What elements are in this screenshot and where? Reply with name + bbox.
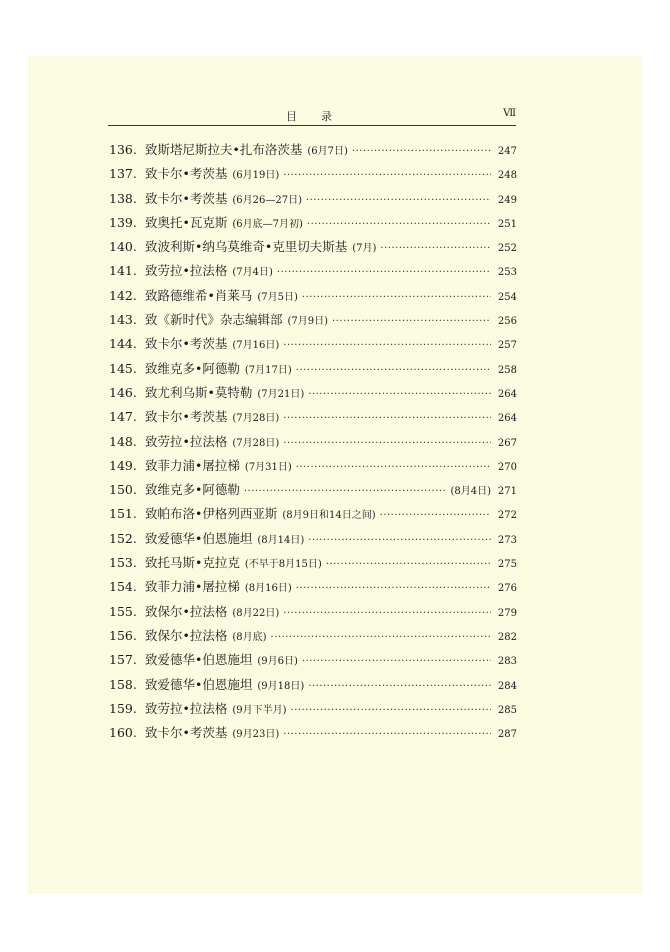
dot-leader <box>307 219 491 230</box>
entry-recipient: 致保尔•拉法格 <box>145 603 228 619</box>
toc-entry[interactable] <box>109 407 517 431</box>
toc-entry[interactable] <box>109 553 517 577</box>
toc-entry[interactable] <box>109 164 517 188</box>
entry-page-number: 275 <box>497 559 517 571</box>
entry-recipient: 致维克多•阿德勒 <box>145 482 240 498</box>
entry-page-number: 283 <box>497 656 517 668</box>
entry-number: 153. <box>109 555 137 571</box>
dot-leader <box>302 656 491 667</box>
entry-recipient: 致维克多•阿德勒 <box>145 360 240 376</box>
entry-number: 154. <box>109 579 137 595</box>
entry-number: 147. <box>109 409 137 425</box>
entry-page-number: 270 <box>497 461 517 473</box>
entry-page-number: 279 <box>497 607 517 619</box>
entry-date: (7月) <box>352 243 377 255</box>
entry-recipient: 致劳拉•拉法格 <box>145 433 228 449</box>
toc-entry[interactable] <box>109 504 517 528</box>
toc-entry[interactable] <box>109 213 517 237</box>
table-of-contents <box>109 140 517 747</box>
entry-number: 140. <box>109 239 137 255</box>
entry-recipient: 致《新时代》杂志编辑部 <box>145 312 283 328</box>
dot-leader <box>380 243 491 254</box>
dot-leader <box>277 267 491 278</box>
entry-number: 136. <box>109 142 137 157</box>
entry-date: (7月16日) <box>232 340 280 352</box>
entry-date: (9月6日) <box>257 656 298 668</box>
entry-number: 158. <box>109 676 137 692</box>
dot-leader <box>291 705 491 716</box>
entry-number: 138. <box>109 190 137 206</box>
entry-recipient: 致波利斯•纳乌莫维奇•克里切夫斯基 <box>145 239 348 255</box>
dot-leader <box>352 146 491 157</box>
entry-page-number: 267 <box>497 437 517 449</box>
entry-page-number: 285 <box>497 704 517 716</box>
entry-recipient: 致尤利乌斯•莫特勒 <box>145 384 253 400</box>
toc-entry[interactable] <box>109 140 517 164</box>
entry-page-number: 271 <box>497 486 517 498</box>
entry-date: (6月19日) <box>232 170 280 182</box>
dot-leader <box>326 559 491 570</box>
entry-page-number: 251 <box>497 218 517 230</box>
entry-recipient: 致托马斯•克拉克 <box>145 555 240 571</box>
entry-date: (8月22日) <box>232 607 280 619</box>
entry-number: 155. <box>109 603 137 619</box>
entry-date: (6月26—27日) <box>232 194 302 206</box>
entry-number: 146. <box>109 384 137 400</box>
entry-date: (7月9日) <box>287 316 329 328</box>
dot-leader <box>283 608 491 619</box>
entry-page-number: 257 <box>497 340 517 352</box>
page-header <box>108 108 516 126</box>
entry-number: 149. <box>109 457 137 473</box>
toc-entry[interactable] <box>109 480 517 504</box>
toc-entry[interactable] <box>109 723 517 747</box>
entry-number: 156. <box>109 627 137 643</box>
toc-entry[interactable] <box>109 310 517 334</box>
dot-leader <box>296 462 491 473</box>
entry-recipient: 致劳拉•拉法格 <box>145 263 228 279</box>
toc-entry[interactable] <box>109 699 517 723</box>
entry-recipient: 致菲力浦•屠拉梯 <box>145 579 240 595</box>
entry-page-number: 264 <box>497 413 517 425</box>
toc-entry[interactable] <box>109 650 517 674</box>
entry-number: 145. <box>109 360 137 376</box>
entry-recipient: 致奥托•瓦克斯 <box>145 214 228 230</box>
toc-entry[interactable] <box>109 456 517 480</box>
dot-leader <box>332 316 491 327</box>
entry-page-number: 282 <box>497 631 517 643</box>
entry-page-number: 253 <box>497 267 517 279</box>
entry-page-number: 252 <box>497 243 517 255</box>
toc-entry[interactable] <box>109 189 517 213</box>
toc-entry[interactable] <box>109 383 517 407</box>
entry-date: (7月4日) <box>232 267 273 279</box>
entry-number: 142. <box>109 287 137 303</box>
dot-leader <box>380 510 491 521</box>
dot-leader <box>306 195 491 206</box>
entry-number: 160. <box>109 725 137 741</box>
entry-number: 143. <box>109 312 137 328</box>
entry-date: (7月31日) <box>244 461 292 473</box>
entry-page-number: 284 <box>497 680 517 692</box>
entry-page-number: 248 <box>497 170 517 182</box>
entry-recipient: 致爱德华•伯恩施坦 <box>145 652 253 668</box>
dot-leader <box>283 413 491 424</box>
entry-recipient: 致斯塔尼斯拉夫•扎布洛茨基 <box>145 142 303 157</box>
entry-number: 150. <box>109 482 137 498</box>
entry-page-number: 256 <box>497 316 517 328</box>
entry-recipient: 致保尔•拉法格 <box>145 627 228 643</box>
dot-leader <box>283 729 491 740</box>
entry-page-number: 249 <box>497 194 517 206</box>
dot-leader <box>308 681 491 692</box>
toc-entry[interactable] <box>109 577 517 601</box>
entry-page-number: 272 <box>497 510 517 522</box>
toc-entry[interactable] <box>109 359 517 383</box>
entry-number: 148. <box>109 433 137 449</box>
entry-page-number: 254 <box>497 291 517 303</box>
entry-number: 159. <box>109 700 137 716</box>
entry-date: (7月28日) <box>232 437 280 449</box>
entry-recipient: 致卡尔•考茨基 <box>145 725 228 741</box>
entry-date: (9月18日) <box>257 680 305 692</box>
toc-entry[interactable] <box>109 529 517 553</box>
entry-page-number: 264 <box>497 388 517 400</box>
dot-leader <box>308 389 491 400</box>
entry-recipient: 致卡尔•考茨基 <box>145 190 228 206</box>
dot-leader <box>296 583 491 594</box>
entry-date: (不早于8月15日) <box>244 559 322 571</box>
header-page-number: Ⅶ <box>503 108 516 119</box>
entry-number: 141. <box>109 263 137 279</box>
entry-date: (8月底) <box>232 631 267 643</box>
entry-number: 157. <box>109 652 137 668</box>
entry-recipient: 致爱德华•伯恩施坦 <box>145 530 253 546</box>
entry-recipient: 致劳拉•拉法格 <box>145 700 228 716</box>
entry-recipient: 致爱德华•伯恩施坦 <box>145 676 253 692</box>
entry-number: 151. <box>109 506 137 522</box>
toc-entry[interactable] <box>109 286 517 310</box>
entry-number: 139. <box>109 214 137 230</box>
entry-recipient: 致卡尔•考茨基 <box>145 336 228 352</box>
toc-entry[interactable] <box>109 334 517 358</box>
entry-date: (6月7日) <box>307 146 348 157</box>
dot-leader <box>283 438 491 449</box>
entry-date: (8月4日) <box>450 486 491 498</box>
entry-date: (7月5日) <box>257 291 298 303</box>
dot-leader <box>296 365 491 376</box>
entry-recipient: 致菲力浦•屠拉梯 <box>145 457 240 473</box>
toc-entry[interactable] <box>109 432 517 456</box>
entry-number: 144. <box>109 336 137 352</box>
entry-date: (7月17日) <box>244 364 292 376</box>
toc-entry[interactable] <box>109 237 517 261</box>
entry-date: (7月28日) <box>232 413 280 425</box>
toc-entry[interactable] <box>109 626 517 650</box>
entry-date: (9月23日) <box>232 729 280 741</box>
entry-date: (9月下半月) <box>232 704 287 716</box>
entry-page-number: 273 <box>497 534 517 546</box>
dot-leader <box>244 486 447 497</box>
entry-date: (7月21日) <box>257 388 305 400</box>
entry-number: 137. <box>109 166 137 182</box>
entry-recipient: 致路德维希•肖莱马 <box>145 287 253 303</box>
entry-recipient: 致帕布洛•伊格列西亚斯 <box>145 506 278 522</box>
entry-page-number: 247 <box>497 146 517 157</box>
dot-leader <box>302 292 491 303</box>
entry-number: 152. <box>109 530 137 546</box>
entry-page-number: 258 <box>497 364 517 376</box>
dot-leader <box>283 340 491 351</box>
entry-date: (6月底—7月初) <box>232 218 303 230</box>
header-rule <box>108 125 516 126</box>
entry-recipient: 致卡尔•考茨基 <box>145 166 228 182</box>
dot-leader <box>271 632 491 643</box>
entry-recipient: 致卡尔•考茨基 <box>145 409 228 425</box>
toc-entry[interactable] <box>109 675 517 699</box>
entry-date: (8月9日和14日之间) <box>282 510 376 522</box>
entry-date: (8月16日) <box>244 583 292 595</box>
entry-date: (8月14日) <box>257 534 305 546</box>
entry-page-number: 276 <box>497 583 517 595</box>
header-title: 目录 <box>286 110 356 123</box>
dot-leader <box>308 535 491 546</box>
dot-leader <box>283 170 491 181</box>
entry-page-number: 287 <box>497 729 517 741</box>
toc-entry[interactable] <box>109 261 517 285</box>
toc-entry[interactable] <box>109 602 517 626</box>
